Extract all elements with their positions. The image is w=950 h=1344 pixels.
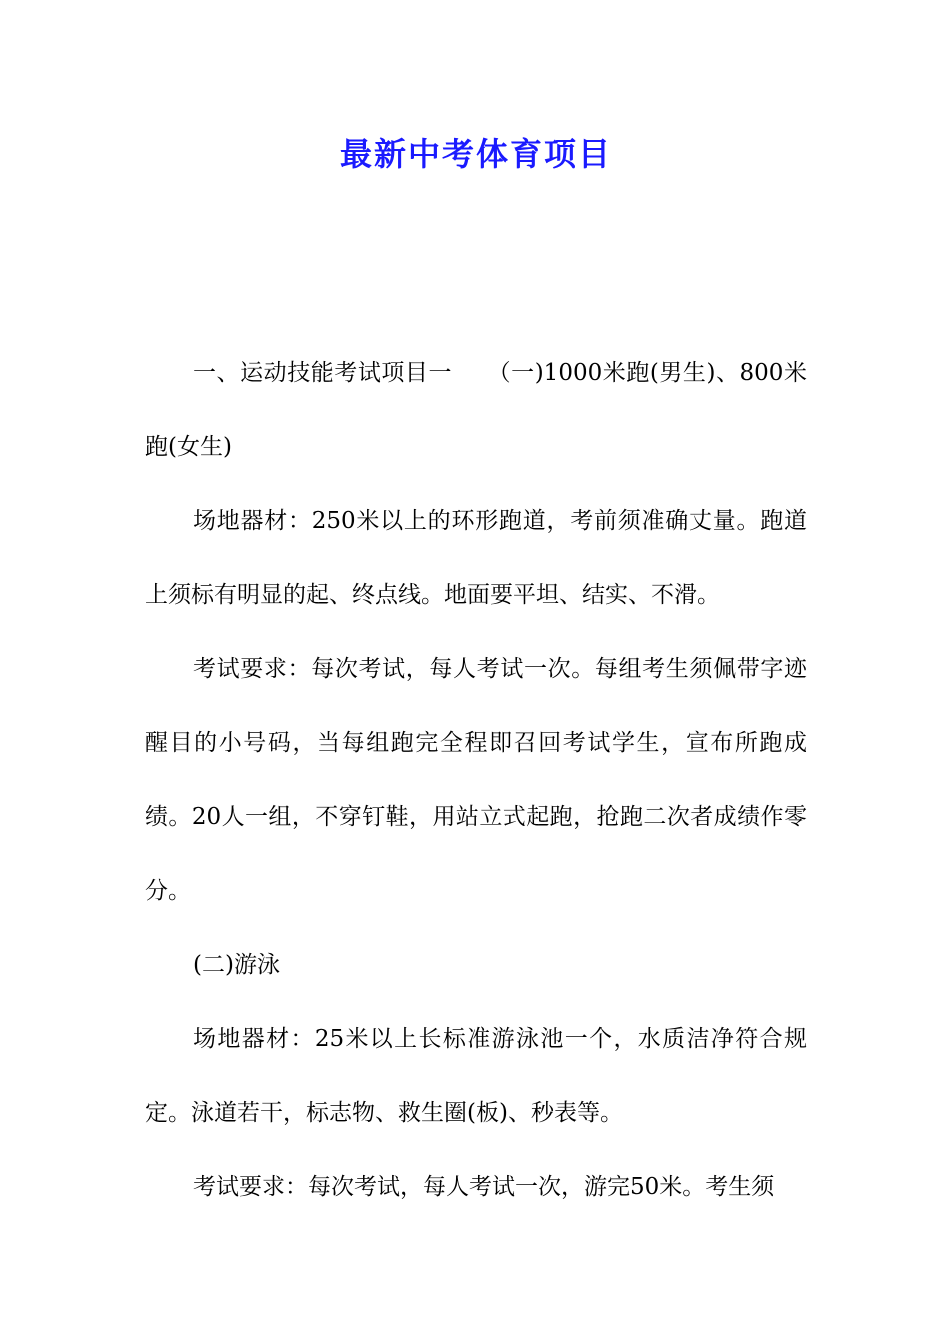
paragraph-swimming-heading: (二)游泳 [193,952,280,978]
document-title: 最新中考体育项目 [339,135,612,173]
paragraph-section-heading: 一、运动技能考试项目一 （一)1000米跑(男生)、800米跑(女生) [145,360,807,460]
paragraph-swimming-venue: 场地器材：25米以上长标准游泳池一个，水质洁净符合规定。泳道若干，标志物、救生圈(板)、秒表等。 [145,1026,807,1126]
paragraph-swimming-requirements: 考试要求：每次考试，每人考试一次，游完50米。考生须 [193,1174,775,1200]
document-body [145,336,807,1224]
paragraph-running-venue: 场地器材：250米以上的环形跑道，考前须准确丈量。跑道上须标有明显的起、终点线。地面要平坦、结实、不滑。 [145,508,807,608]
paragraph-running-requirements: 考试要求：每次考试，每人考试一次。每组考生须佩带字迹醒目的小号码，当每组跑完全程即召回考试学生，宣布所跑成绩。20人一组，不穿钉鞋，用站立式起跑，抢跑二次者成绩作零分。 [145,656,807,904]
